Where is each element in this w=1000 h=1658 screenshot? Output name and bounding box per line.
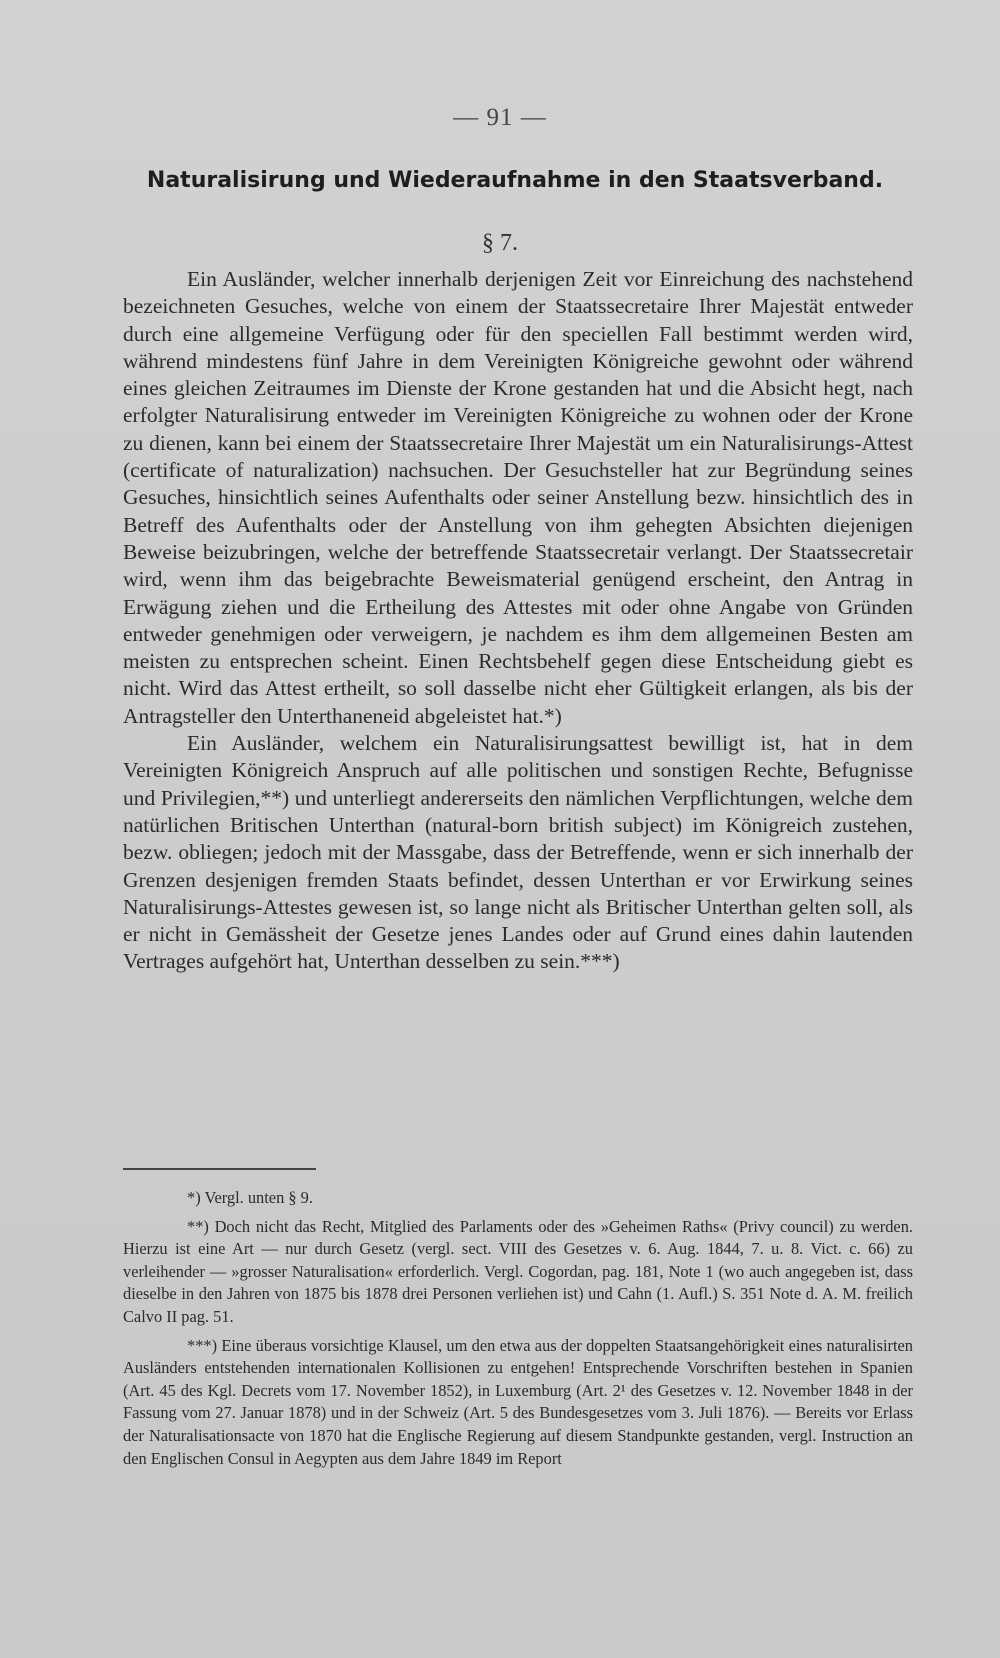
page-number: — 91 — <box>453 104 547 131</box>
footnote: *) Vergl. unten § 9. <box>187 1188 313 1207</box>
paragraph: Ein Ausländer, welchem ein Naturalisirungsattest bewilligt ist, hat in dem Vereinigten Königreich Anspruch auf alle politischen und sonstigen Rechte, Befugnisse und Privilegien,**) und unterliegt andererseits den nämlichen Verpflichtungen, welche dem natürlichen Britischen Unterthan (natural-born british subject) im Königreich zustehen, bezw. obliegen; jedoch mit der Massgabe, dass der Betreffende, wenn er sich innerhalb der Grenzen desjenigen fremden Staats befindet, dessen Unterthan er vor Erwirkung seines Naturalisirungs-Attestes gewesen ist, so lange nicht als Britischer Unterthan gelten soll, als er nicht in Gemässheit der Gesetze jenes Landes oder auf Grund eines dahin lautenden Vertrages aufgehört hat, Unterthan desselben zu sein.***) <box>123 731 913 974</box>
footnote: ***) Eine überaus vorsichtige Klausel, um den etwa aus der doppelten Staatsangehörigkeit eines naturalisirten Ausländers entstehenden internationalen Kollisionen zu entgehen! Entsprechende Vorschriften bestehen in Spanien (Art. 45 des Kgl. Decrets vom 17. November 1852), in Luxemburg (Art. 2¹ des Gesetzes v. 12. November 1848 in der Fassung vom 27. Januar 1878) und in der Schweiz (Art. 5 des Bundesgesetzes vom 3. Juli 1876). — Bereits vor Erlass der Naturalisationsacte von 1870 hat die Englische Regierung auf diesem Standpunkte gestanden, vergl. Instruction an den Englischen Consul in Aegypten aus dem Jahre 1849 im Report <box>123 1335 913 1468</box>
footnote-divider <box>123 1168 316 1170</box>
footnotes <box>123 1187 913 1476</box>
paragraph: Ein Ausländer, welcher innerhalb derjenigen Zeit vor Einreichung des nachstehend bezeichneten Gesuches, welche von einem der Staatssecretaire Ihrer Majestät entweder durch eine allgemeine Verfügung oder für den speciellen Fall bestimmt werden wird, während mindestens fünf Jahre in dem Vereinigten Königreiche gewohnt oder während eines gleichen Zeitraumes im Dienste der Krone gestanden hat und die Absicht hegt, nach erfolgter Naturalisirung entweder im Vereinigten Königreiche zu wohnen oder der Krone zu dienen, kann bei einem der Staatssecretaire Ihrer Majestät um ein Naturalisirungs-Attest (certificate of naturalization) nachsuchen. Der Gesuchsteller hat zur Begründung seines Gesuches, hinsichtlich seines Aufenthalts oder seiner Anstellung bezw. hinsichtlich des in Betreff des Aufenthalts oder der Anstellung von ihm gehegten Absichten diejenigen Beweise beizubringen, welche der betreffende Staatssecretair verlangt. Der Staatssecretair wird, wenn ihm das beigebrachte Beweismaterial genügend erscheint, den Antrag in Erwägung ziehen und die Ertheilung des Attestes mit oder ohne Angabe von Gründen entweder genehmigen oder verweigern, je nachdem es ihm dem allgemeinen Besten am meisten zu entsprechen scheint. Einen Rechtsbehelf gegen diese Entscheidung giebt es nicht. Wird das Attest ertheilt, so soll dasselbe nicht eher Gültigkeit erlangen, als bis der Antragsteller den Unterthaneneid abgeleistet hat.*) <box>123 267 913 728</box>
main-text <box>123 266 913 976</box>
section-heading: § 7. <box>482 230 518 256</box>
footnote: **) Doch nicht das Recht, Mitglied des Parlaments oder des »Geheimen Raths« (Privy council) zu werden. Hierzu ist eine Art — nur durch Gesetz (vergl. sect. VIII des Gesetzes v. 6. Aug. 1844, 7. u. 8. Vict. c. 66) zu verleihender — »grosser Naturalisation« erforderlich. Vergl. Cogordan, pag. 181, Note 1 (wo auch angegeben ist, dass dieselbe in den Jahren von 1875 bis 1878 drei Personen verliehen ist) und Cahn (1. Aufl.) S. 351 Note d. A. M. freilich Calvo II pag. 51. <box>123 1216 913 1326</box>
chapter-title: Naturalisirung und Wiederaufnahme in den Staatsverband. <box>146 168 884 193</box>
